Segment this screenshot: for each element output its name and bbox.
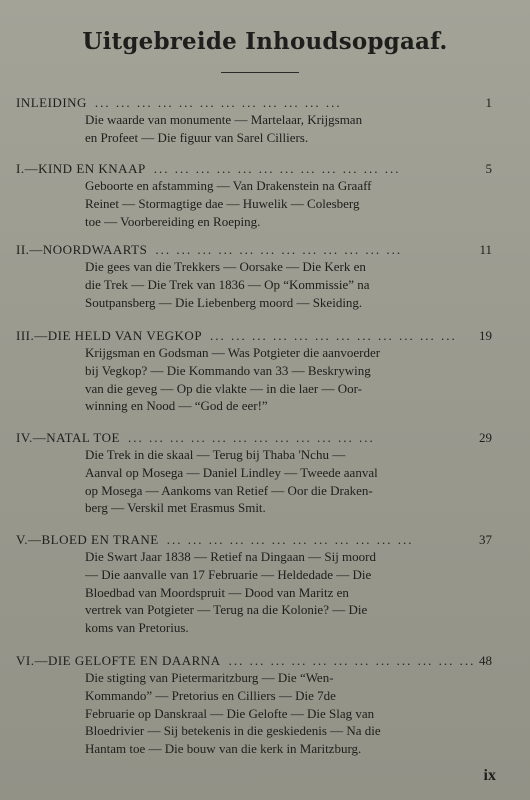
summary-line: Krijgsman en Godsman — Was Potgieter die aanvoerder: [85, 345, 381, 360]
summary-line: Hantam toe — Die bouw van die kerk in Maritzburg.: [85, 741, 362, 757]
page-number: ix: [483, 767, 496, 784]
summary-line: Reinet — Stormagtige dae — Huwelik — Colesberg: [85, 195, 360, 211]
summary-line: Die stigting van Pietermaritzburg — Die “Wen-: [85, 670, 334, 685]
chapter-summary: [85, 111, 485, 147]
page-title: Uitgebreide Inhoudsopgaaf.: [82, 28, 448, 55]
summary-line: die Trek — Die Trek van 1836 — Op “Kommissie” na: [85, 276, 370, 292]
chapter-heading-row: [16, 242, 496, 258]
summary-line: Kommando” — Pretorius en Cilliers — Die 7de: [85, 687, 336, 703]
chapter-summary: [85, 177, 485, 230]
chapter-summary: [85, 446, 485, 517]
summary-line: koms van Pretorius.: [85, 620, 189, 636]
chapter-heading: I.—KIND EN KNAAP: [16, 161, 146, 176]
chapter-heading: V.—BLOED EN TRANE: [16, 532, 159, 547]
summary-line: Die waarde van monumente — Martelaar, Krijgsman: [85, 112, 363, 127]
leader-dots: ... ... ... ... ... ... ... ... ... ... ... ...: [155, 242, 403, 257]
leader-dots: ... ... ... ... ... ... ... ... ... ... ... ...: [153, 161, 401, 176]
summary-line: Die Swart Jaar 1838 — Retief na Dingaan — Sij moord: [85, 549, 376, 564]
leader-dots: ... ... ... ... ... ... ... ... ... ... ... ...: [166, 532, 414, 547]
chapter-page-number: 1: [485, 95, 492, 110]
summary-line: Februarie op Danskraal — Die Gelofte — Die Slag van: [85, 705, 375, 721]
leader-dots: ... ... ... ... ... ... ... ... ... ... ... ...: [228, 653, 476, 668]
chapter-heading-row: [16, 430, 496, 446]
chapter-heading: IV.—NATAL TOE: [16, 430, 120, 445]
summary-line: Bloedbad van Moordspruit — Dood van Maritz en: [85, 584, 349, 600]
leader-dots: ... ... ... ... ... ... ... ... ... ... ... ...: [94, 95, 342, 110]
summary-line: bij Vegkop? — Die Kommando van 33 — Beskrywing: [85, 362, 371, 378]
summary-line: toe — Voorbereiding en Roeping.: [85, 213, 261, 229]
summary-line: berg — Verskil met Erasmus Smit.: [85, 500, 266, 516]
chapter-summary: [85, 548, 485, 637]
chapter-summary: [85, 258, 485, 311]
chapter-page-number: 48: [479, 653, 492, 668]
chapter-heading: INLEIDING: [16, 95, 87, 110]
chapter-heading-row: [16, 653, 496, 669]
chapter-heading: II.—NOORDWAARTS: [16, 242, 148, 257]
summary-line: Soutpansberg — Die Liebenberg moord — Skeiding.: [85, 294, 363, 310]
chapter-page-number: 37: [479, 532, 492, 547]
chapter-heading: VI.—DIE GELOFTE EN DAARNA: [16, 653, 221, 668]
chapter-heading-row: [16, 328, 496, 344]
summary-line: winning en Nood — “God de eer!”: [85, 398, 268, 414]
chapter-heading-row: [16, 532, 496, 548]
chapter-summary: [85, 669, 485, 758]
leader-dots: ... ... ... ... ... ... ... ... ... ... ... ...: [127, 430, 375, 445]
chapter-heading-row: [16, 161, 496, 177]
summary-line: Geboorte en afstamming — Van Drakenstein na Graaff: [85, 178, 372, 193]
summary-line: Die gees van die Trekkers — Oorsake — Die Kerk en: [85, 259, 366, 274]
chapter-page-number: 11: [479, 242, 492, 257]
chapter-heading: III.—DIE HELD VAN VEGKOP: [16, 328, 203, 343]
summary-line: van die geveg — Op die vlakte — in die laer — Oor-: [85, 380, 362, 396]
summary-line: op Mosega — Aankoms van Retief — Oor die Draken-: [85, 482, 373, 498]
title-divider: [221, 72, 299, 73]
chapter-page-number: 19: [479, 328, 492, 343]
summary-line: vertrek van Potgieter — Terug na die Kolonie? — Die: [85, 602, 368, 618]
summary-line: Bloedrivier — Sij betekenis in die geskiedenis — Na die: [85, 723, 381, 739]
summary-line: en Profeet — Die figuur van Sarel Cilliers.: [85, 129, 309, 145]
chapter-summary: [85, 344, 485, 415]
summary-line: Aanval op Mosega — Daniel Lindley — Tweede aanval: [85, 464, 378, 480]
leader-dots: ... ... ... ... ... ... ... ... ... ... ... ...: [210, 328, 457, 343]
chapter-page-number: 5: [485, 161, 492, 176]
summary-line: Die Trek in die skaal — Terug bij Thaba 'Nchu —: [85, 447, 346, 462]
summary-line: — Die aanvalle van 17 Februarie — Heldedade — Die: [85, 566, 372, 582]
chapter-heading-row: [16, 95, 496, 111]
chapter-page-number: 29: [479, 430, 492, 445]
